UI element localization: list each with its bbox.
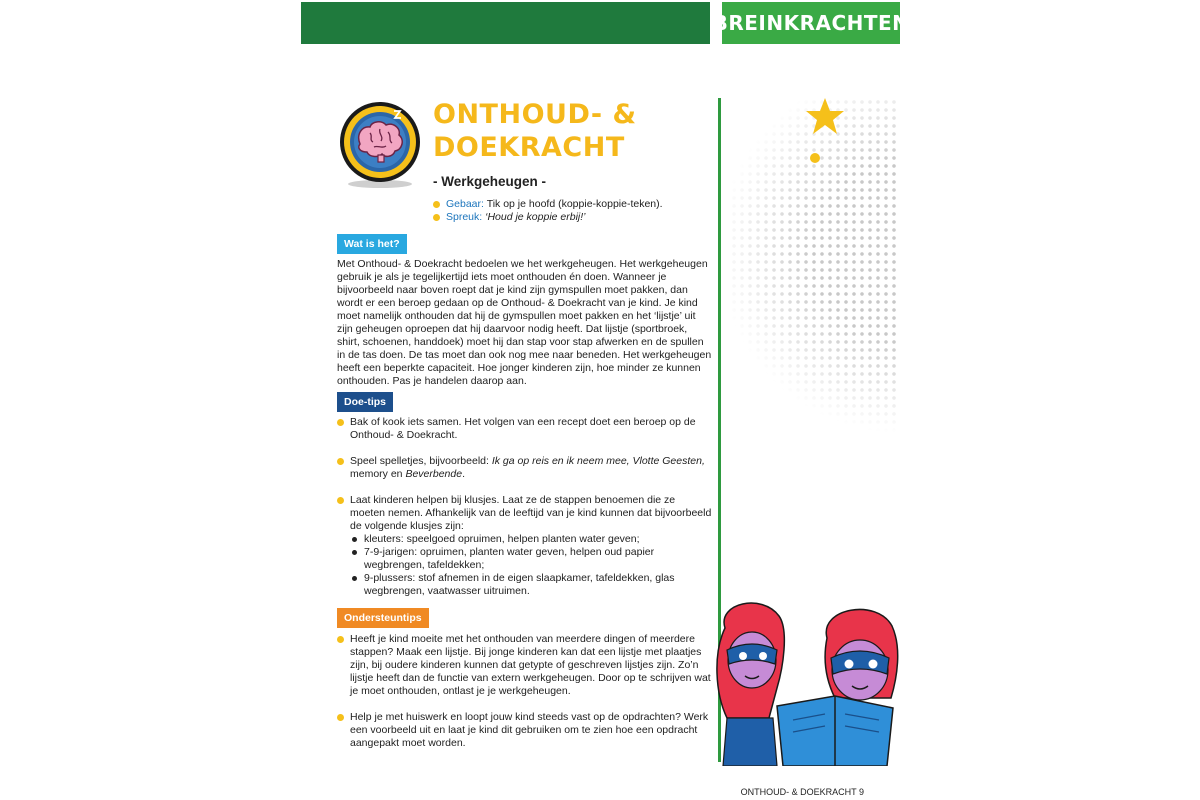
list-item — [337, 455, 712, 481]
bullet-icon — [337, 497, 344, 504]
list-item — [337, 416, 712, 442]
spreuk-label: Spreuk: — [446, 211, 483, 223]
gebaar-label: Gebaar: — [446, 198, 484, 210]
title-line-2: DOEKRACHT — [433, 132, 625, 163]
doe-tip-2-mid: memory en — [350, 468, 406, 480]
yellow-dot-decoration — [810, 153, 820, 163]
section-heading-wat-is-het: Wat is het? — [337, 234, 407, 254]
meta-spreuk — [433, 211, 663, 224]
header-bar — [301, 2, 710, 44]
page-title — [433, 98, 637, 164]
doe-tips-list — [337, 416, 712, 611]
list-item — [337, 494, 712, 598]
doe-tip-1-text: Bak of kook iets samen. Het volgen van een recept doet een beroep op de Onthoud- & Doekracht. — [350, 416, 696, 441]
dot-pattern-decoration — [730, 98, 900, 438]
ondersteuntips-list — [337, 633, 712, 763]
page-subtitle: - Werkgeheugen - — [433, 174, 547, 189]
bullet-icon — [433, 214, 440, 221]
bullet-icon — [337, 636, 344, 643]
section-heading-doe-tips: Doe-tips — [337, 392, 393, 412]
doe-tip-3-text: Laat kinderen helpen bij klusjes. Laat ze de stappen benoemen die ze moeten nemen. Afhankelijk van de leeftijd van je kind kunnen dat bijvoorbeeld de volgende klusjes zijn: — [350, 494, 712, 532]
wat-is-het-text: Met Onthoud- & Doekracht bedoelen we het werkgeheugen. Het werkgeheugen gebruik je als je tegelijkertijd iets moet onthouden én doen. Wanneer je bijvoorbeeld naar boven roept dat je kind zijn gymspullen moet pakken, dan wordt er een beroep gedaan op de Onthoud- & Doekracht van je kind. Je kind moet namelijk onthouden dat hij de gymspullen moet pakken en het ‘lijstje’ uit zijn geheugen oproepen dat hij daarvoor nodig heeft. Dat lijstje (sportbroek, shirt, schoenen, handdoek) moet hij dan stap voor stap afwerken en de spullen in de tas doen. De tas moet dan ook nog mee naar beneden. Het werkgeheugen heeft een beperkte capaciteit. Hoe jonger kinderen zijn, hoe minder ze kunnen onthouden. Pas je handelen daarop aan. — [337, 258, 712, 387]
page-footer: ONTHOUD- & DOEKRACHT 9 — [740, 787, 864, 797]
spreuk-text: ‘Houd je koppie erbij!’ — [485, 211, 586, 223]
title-line-1: ONTHOUD- & — [433, 99, 637, 130]
star-icon — [805, 96, 845, 136]
sublist-item: 9-plussers: stof afnemen in de eigen slaapkamer, tafeldekken, glas wegbrengen, vaatwasser uitruimen. — [350, 572, 712, 598]
brain-badge-icon — [338, 100, 422, 190]
doe-tip-2-pre: Speel spelletjes, bijvoorbeeld: — [350, 455, 492, 467]
list-item — [337, 711, 712, 750]
gebaar-text: Tik op je hoofd (koppie-koppie-teken). — [486, 198, 663, 210]
meta-list — [433, 198, 663, 224]
onder-tip-1-text: Heeft je kind moeite met het onthouden van meerdere dingen of meerdere stappen? Maak een lijstje. Bij jonge kinderen kan dat een lijstje met plaatjes zijn, bij oudere kinderen kunnen dat getypte of geschreven lijstjes zijn. Zo’n lijstje heeft dan de functie van extern werkgeheugen. Door op te schrijven wat je moet onthouden, ontlast je je werkgeheugen. — [350, 633, 711, 697]
bullet-icon — [433, 201, 440, 208]
bullet-icon — [337, 458, 344, 465]
list-item — [337, 633, 712, 698]
doe-tip-2-end: . — [462, 468, 465, 480]
sublist-item: kleuters: speelgoed opruimen, helpen planten water geven; — [350, 533, 712, 546]
onder-tip-2-text: Help je met huiswerk en loopt jouw kind steeds vast op de opdrachten? Werk een voorbeeld uit en laat je kind dit gebruiken om te zien hoe een opdracht aangepakt moet worden. — [350, 711, 709, 749]
superhero-kids-illustration — [707, 598, 907, 766]
bullet-icon — [337, 419, 344, 426]
sublist-item: 7-9-jarigen: opruimen, planten water geven, helpen oud papier wegbrengen, tafeldekken; — [350, 546, 712, 572]
doe-tip-2-last: Beverbende — [405, 468, 463, 480]
bullet-icon — [337, 714, 344, 721]
section-heading-ondersteuntips: Ondersteuntips — [337, 608, 429, 628]
meta-gebaar — [433, 198, 663, 211]
doe-tip-2-games: Ik ga op reis en ik neem mee, Vlotte Geesten, — [491, 455, 705, 467]
klusjes-sublist — [350, 533, 712, 598]
header-tag: BREINKRACHTEN — [722, 2, 900, 44]
